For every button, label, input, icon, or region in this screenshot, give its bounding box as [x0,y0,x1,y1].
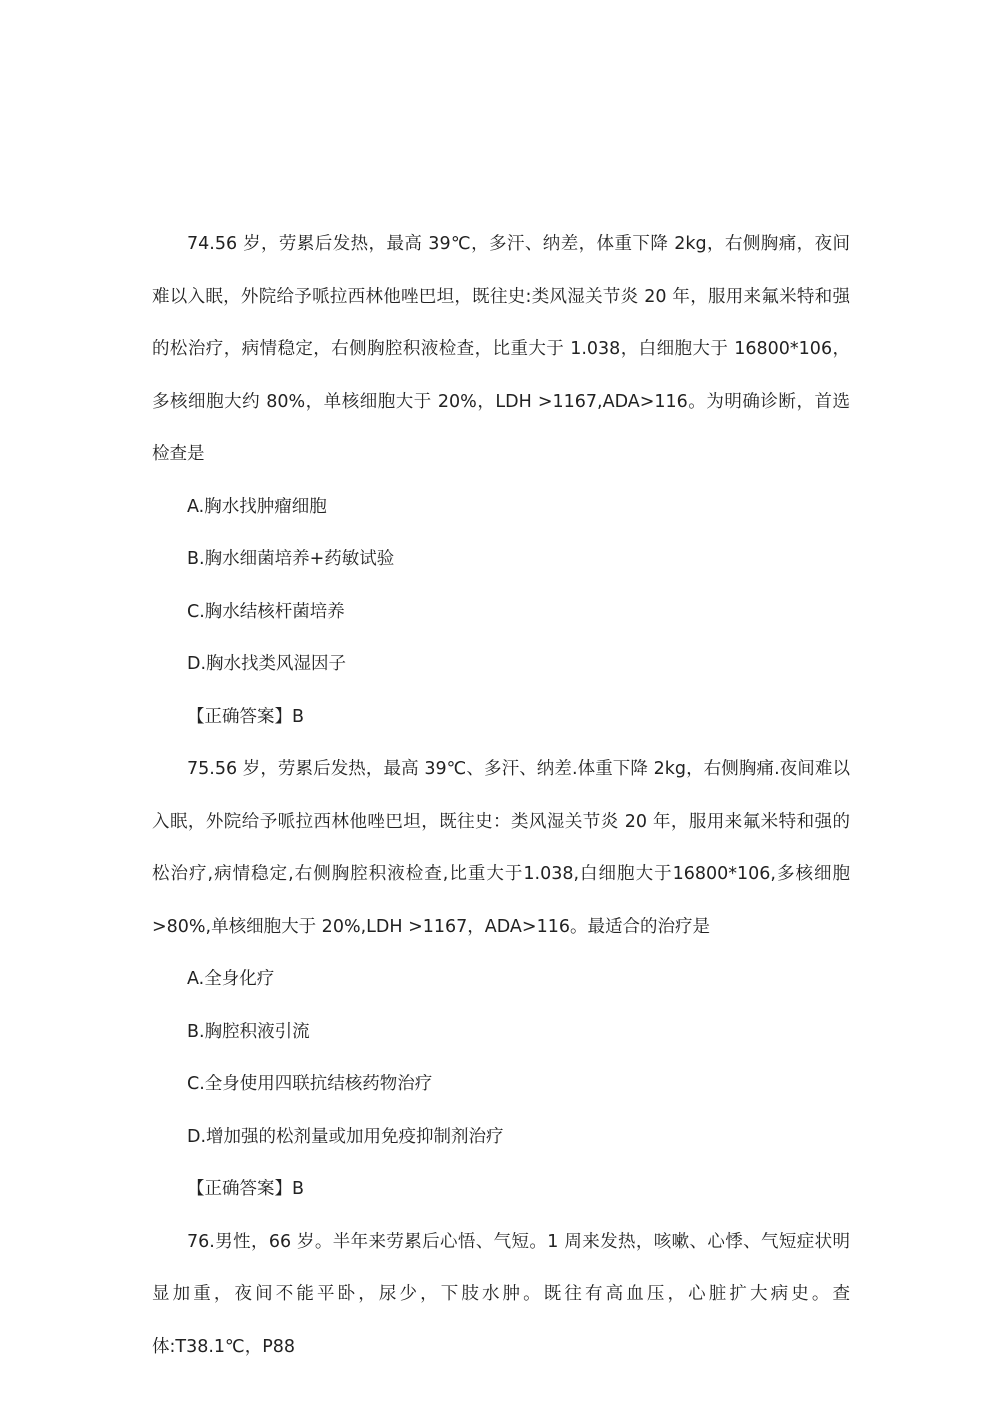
option-b: B.胸水细菌培养+药敏试验 [187,549,395,569]
option-b: B.胸腔积液引流 [187,1021,310,1042]
question-76 [152,1216,850,1374]
question-list [152,218,850,1373]
option-d: D.增加强的松剂量或加用免疫抑制剂治疗 [187,1126,504,1147]
question-74 [152,218,850,743]
option-c: C.胸水结核杆菌培养 [187,601,345,622]
question-stem: 74.56 岁，劳累后发热，最高 39℃，多汗、纳差，体重下降 2kg，右侧胸痛，夜间难以入眠，外院给予哌拉西林他唑巴坦，既往史:类风湿关节炎 20 年，服用来氟米特和强的松治疗，病情稳定，右侧胸腔积液检查，比重大于 1.038，白细胞大于 16800*106，多核细胞大约 80%，单核细胞大于 20%，LDH >1167,ADA>116。为明确诊断，首选检查是 [152,234,850,464]
question-stem: 76.男性，66 岁。半年来劳累后心悟、气短。1 周来发热，咳嗽、心悸、气短症状明显加重，夜间不能平卧，尿少，下肢水肿。既往有高血压，心脏扩大病史。查体:T38.1℃，P88 [152,1231,850,1357]
question-75 [152,743,850,1216]
question-stem: 75.56 岁，劳累后发热，最高 39℃、多汗、纳差.体重下降 2kg，右侧胸痛.夜间难以入眠，外院给予哌拉西林他唑巴坦，既往史：类风湿关节炎 20 年，服用来氟米特和强的松治疗,病情稳定,右侧胸腔积液检查,比重大于1.038,白细胞大于16800*106,多核细胞>80%,单核细胞大于 20%,LDH >1167，ADA>116。最适合的治疗是 [152,759,850,937]
option-d: D.胸水找类风湿因子 [187,654,347,674]
correct-answer: 【正确答案】B [187,1179,305,1199]
option-a: A.全身化疗 [187,969,275,989]
correct-answer: 【正确答案】B [187,706,305,727]
option-a: A.胸水找肿瘤细胞 [187,496,327,517]
option-c: C.全身使用四联抗结核药物治疗 [187,1074,433,1094]
